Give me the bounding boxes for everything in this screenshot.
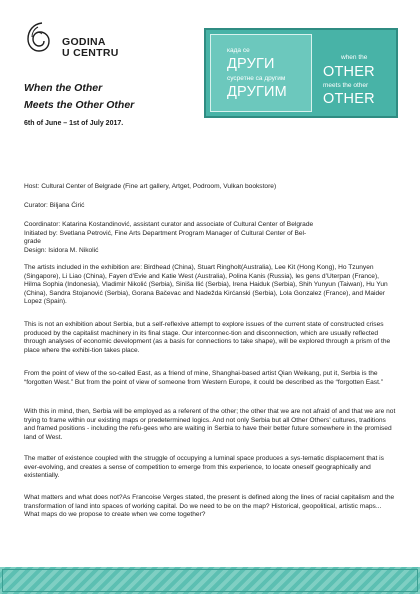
initiated-by-line: Initiated by: Svetlana Petrović, Fine Arts Department Program Manager of Cultural Center of Bel- <box>24 229 307 237</box>
banner-english-line-4: OTHER <box>323 91 375 107</box>
exhibition-title <box>24 80 134 114</box>
logo-line-2: U CENTRU <box>62 46 119 59</box>
maps-paragraph: What matters and what does not?As Francoise Verges stated, the present is defined along the lines of racial capitalism and the transformation of land into spaces of working capital. Do we need to be on the map? Historical, geopolitical, artistic maps... What maps do we propose to create when we come together? <box>24 494 395 519</box>
banner-serbian-panel <box>210 34 312 112</box>
godina-u-centru-logo <box>22 20 142 59</box>
host-line: Host: Cultural Center of Belgrade (Fine art gallery, Artget, Podroom, Vulkan bookstore) <box>24 183 277 190</box>
banner-serbian-line-2: ДРУГИ <box>227 56 275 72</box>
other-paragraph: With this in mind, then, Serbia will be employed as a referent of the other; the other that we are not afraid of and that we are not trying to frame within our existing maps or predetermined logics. And not only Serbia but all Other Others’ cultures, traditions and framed positions - including the refu-gees who are waiting in Serbia to have their better future somewhere in the promised land of West. <box>24 408 396 441</box>
banner-serbian-line-1: када се <box>227 47 250 54</box>
title-line-2: Meets the Other Other <box>24 99 135 111</box>
initiated-by-continuation: grade <box>24 238 41 246</box>
exhibition-banner <box>204 28 398 118</box>
east-west-paragraph: From the point of view of the so-called East, as a friend of mine, Shanghai-based artist Qian Weikang, put it, Serbia is the “forgotten West.” But from the point of view of someone from Western Europe, it could be described as the “forgotten East.” <box>24 370 383 386</box>
existence-paragraph: The matter of existence coupled with the struggle of occupying a luminal space produces a sys-tematic displacement that is ever-evolving, and creates a sense of competition to emerge from this experience, to locate oneself geographically and existentially. <box>24 455 384 480</box>
title-line-1: When the Other <box>24 82 103 94</box>
exhibition-dates: 6th of June – 1st of July 2017. <box>24 120 124 127</box>
banner-serbian-line-4: ДРУГИМ <box>227 84 287 100</box>
banner-serbian-line-3: сусретне са другим <box>227 75 286 82</box>
banner-english-line-3: meets the other <box>323 82 369 89</box>
design-line: Design: Isidora M. Nikolić <box>24 246 99 254</box>
credits-block <box>24 221 396 255</box>
intro-paragraph: This is not an exhibition about Serbia, but a self-reflexive attempt to explore issues of the current state of constructed crises produced by the capitalist machinery in its final stage. Our interconnec-tion and disconnection, which are usually reflected through analyses of economic development (as a basis for connections to take shape), will be explored through a prism of the place where the exhibi-tion takes place. <box>24 321 391 354</box>
footer-frame <box>2 569 418 592</box>
artists-paragraph: The artists included in the exhibition are: Birdhead (China), Stuart Ringholt(Australia), Lee Kit (Hong Kong), Ho Tzunyen (Singapore), Li Liao (China), Fayen d’Evie and Katie West (Australia), Polina Kanis (Russia), les gens d’Uterpan (France), Hilma Sophia (Indonesia), Vladimir Nikolić (Serbia), Siniša Ilić (Serbia), Irena Haiduk (Serbia), Shih Yunyun (Taiwan), Hu Yun (China), Sandra Stojanović (Serbia), Gorana Bačevac and Nadežda Kirćanski (Serbia), Lola Gonzalez (France), and Maider Lopez (Spain). <box>24 264 388 306</box>
logo-wordmark <box>62 37 119 58</box>
curator-line: Curator: Biljana Ćirić <box>24 202 85 209</box>
spiral-six-logo-icon <box>22 20 62 54</box>
banner-english-line-1: when the <box>341 54 368 61</box>
footer-pattern-band <box>0 567 420 594</box>
banner-english-line-2: OTHER <box>323 64 375 80</box>
coordinator-line: Coordinator: Katarina Kostandinović, assistant curator and associate of Cultural Center of Belgrade <box>24 221 314 228</box>
logo-line-1: GODINA <box>62 36 106 48</box>
